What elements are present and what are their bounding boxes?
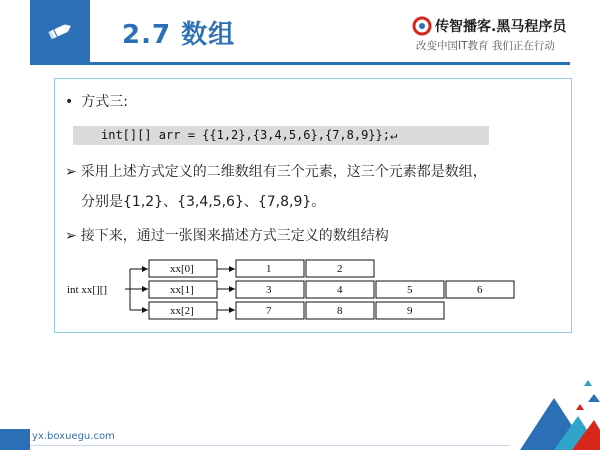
page-title: 2.7 数组	[122, 20, 236, 50]
arrow-bullet-icon: ➢	[65, 164, 77, 180]
cell-1-2: 5	[407, 284, 413, 296]
text-line-3-content: 接下来，通过一张图来描述方式三定义的数组结构	[80, 228, 389, 244]
header-icon-box	[30, 0, 90, 62]
cell-1-3: 6	[477, 284, 483, 296]
row-label-1: xx[1]	[170, 284, 194, 296]
code-snippet: int[][] arr = {{1,2},{3,4,5,6},{7,8,9}};↵	[73, 126, 489, 145]
cell-1-0: 3	[266, 284, 272, 296]
bullet-text: 方式三:	[81, 94, 128, 110]
content-frame	[54, 78, 572, 333]
cell-2-1: 8	[337, 305, 343, 317]
text-line-1	[65, 161, 487, 181]
footer-rule	[30, 445, 510, 446]
decorative-triangles	[490, 360, 600, 450]
cell-0-0: 1	[266, 263, 272, 275]
pencil-icon	[47, 21, 73, 41]
footer-bar	[0, 429, 30, 450]
text-line-1-content: 采用上述方式定义的二维数组有三个元素，这三个元素都是数组，	[80, 164, 487, 180]
array-structure-diagram	[65, 257, 565, 327]
row-label-2: xx[2]	[170, 305, 194, 317]
text-line-3	[65, 225, 389, 245]
brand-name: 传智播客.黑马程序员	[435, 19, 567, 35]
cell-2-2: 9	[407, 305, 413, 317]
brand	[412, 16, 572, 53]
bullet-item	[65, 91, 128, 111]
row-label-0: xx[0]	[170, 263, 194, 275]
arrow-bullet-icon: ➢	[65, 228, 77, 244]
cell-2-0: 7	[266, 305, 272, 317]
root-label: int xx[][]	[67, 284, 108, 296]
brand-logo-icon	[412, 16, 432, 36]
brand-slogan: 改变中国IT教育 我们正在行动	[416, 40, 555, 52]
bullet-dot-icon: •	[65, 94, 74, 110]
cell-0-1: 2	[337, 263, 343, 275]
footer-url: yx.boxuegu.com	[32, 431, 115, 442]
header-rule	[30, 62, 570, 65]
cell-1-1: 4	[337, 284, 343, 296]
text-line-2: 分别是{1,2}、{3,4,5,6}、{7,8,9}。	[81, 194, 326, 210]
